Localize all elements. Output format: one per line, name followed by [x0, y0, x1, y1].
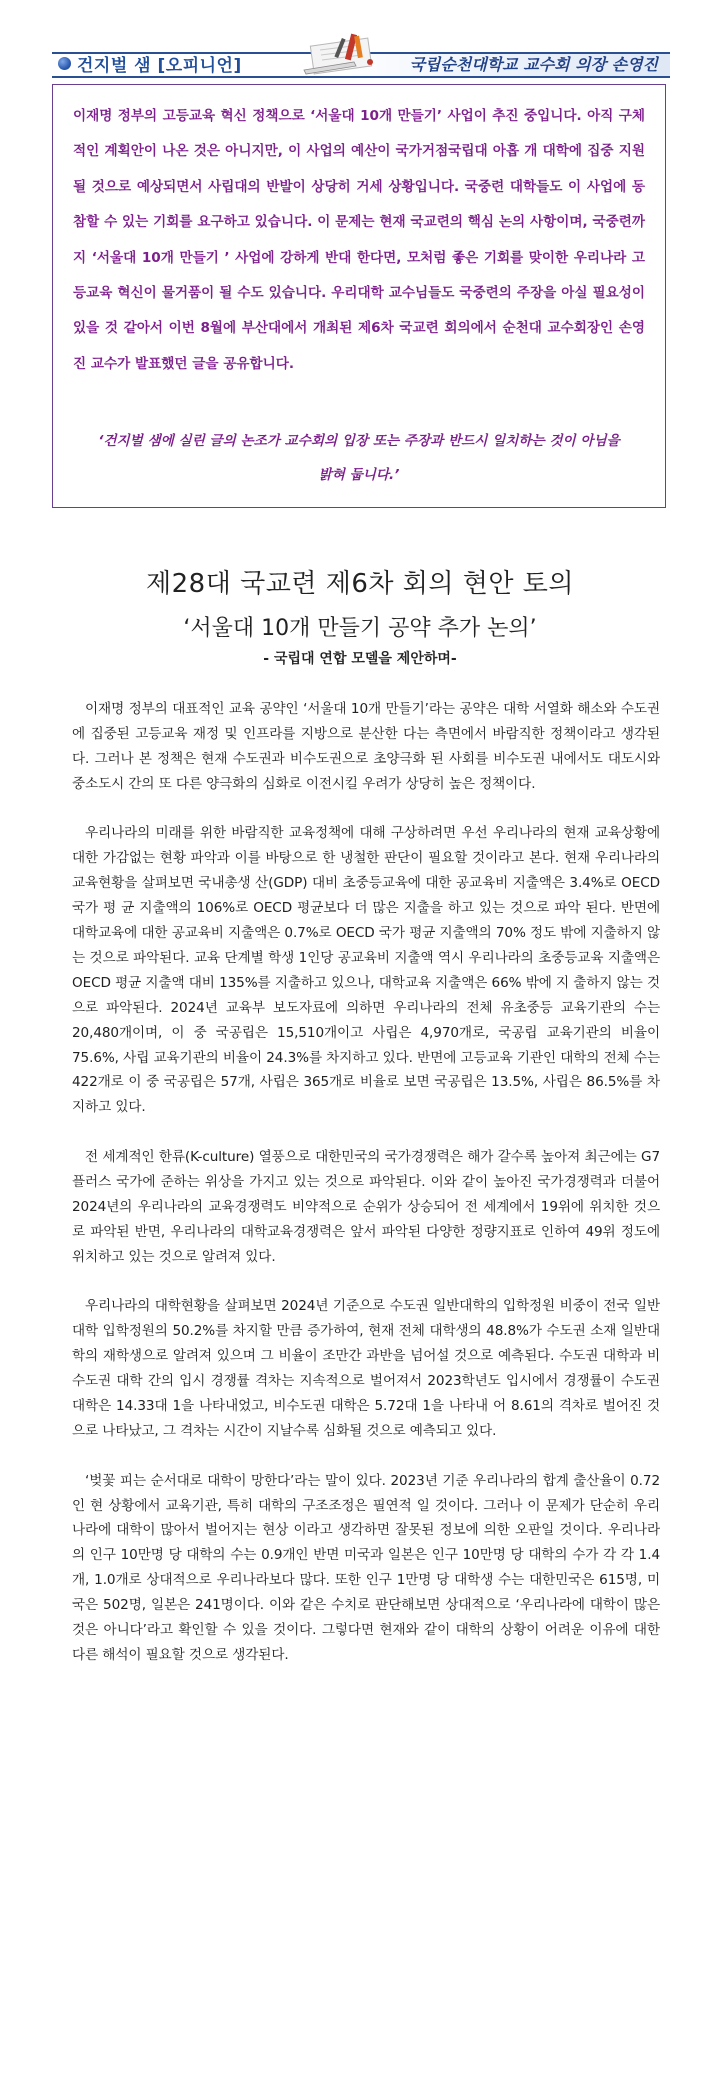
- disclaimer: ‘건지벌 샘에 실린 글의 논조가 교수회의 입장 또는 주장과 반드시 일치하는 것이 아님을 밝혀 둡니다.’: [98, 433, 620, 484]
- byline: 국립순천대학교 교수회 의장 손영진: [409, 55, 658, 74]
- bullet-icon: [58, 57, 71, 70]
- header-left: [58, 50, 242, 76]
- paragraph: 우리나라의 대학현황을 살펴보면 2024년 기준으로 수도권 일반대학의 입학정원 비중이 전국 일반대학 입학정원의 50.2%를 차지할 만큼 증가하여, 현재 전체 대학생의 48.8%가 수도권 소재 일반대학의 재학생으로 알려져 있으며 그 비율이 조만간 과반을 넘어설 것으로 예측된다. 수도권 대학과 비수도권 대학 간의 입시 경쟁률 격차는 지속적으로 벌어져서 2023학년도 입시에서 경쟁률이 수도권 대학은 14.33대 1을 나타내었고, 비수도권 대학은 5.72대 1을 나타내 어 8.61의 격차로 벌어진 것으로 나타났고, 그 격차는 시간이 지날수록 심화될 것으로 예측되고 있다.: [72, 1298, 660, 1439]
- intro-text: 이재명 정부의 고등교육 혁신 정책으로 ‘서울대 10개 만들기’ 사업이 추진 중입니다. 아직 구체적인 계획안이 나온 것은 아니지만, 이 사업의 예산이 국가거점국립대 아홉 개 대학에 집중 지원될 것으로 예상되면서 사립대의 반발이 상당히 거세 상황입니다. 국중련 대학들도 이 사업에 동참할 수 있는 기회를 요구하고 있습니다. 이 문제는 현재 국교련의 핵심 논의 사항이며, 국중련까지 ‘서울대 10개 만들기 ’ 사업에 강하게 반대 한다면, 모처럼 좋은 기회를 맞이한 우리나라 고등교육 혁신이 물거품이 될 수도 있습니다. 우리대학 교수님들도 국중련의 주장을 아실 필요성이 있을 것 같아서 이번 8월에 부산대에서 개최된 제6차 국교련 회의에서 순천대 교수회장인 손영진 교수가 발표했던 글을 공유합니다.: [73, 108, 645, 372]
- paragraph: ‘벚꽃 피는 순서대로 대학이 망한다’라는 말이 있다. 2023년 기준 우리나라의 합계 출산율이 0.72인 현 상황에서 교육기관, 특히 대학의 구조조정은 필연적 일 것이다. 그러나 이 문제가 단순히 우리나라에 대학이 많아서 벌어지는 현상 이라고 생각하면 잘못된 정보에 의한 오판일 것이다. 우리나라의 인구 10만명 당 대학의 수는 0.9개인 반면 미국과 일본은 인구 10만명 당 대학의 수가 각 각 1.4개, 1.0개로 상대적으로 우리나라보다 많다. 또한 인구 1만명 당 대학생 수는 대한민국은 615명, 미국은 502명, 일본은 241명이다. 이와 같은 수치로 판단해보면 상대적으로 ‘우리나라에 대학이 많은 것은 아니다’라고 확인할 수 있을 것이다. 그렇다면 현재와 같이 대학의 상황이 어려운 이유에 대한 다른 해석이 필요할 것으로 생각된다.: [72, 1472, 660, 1663]
- article-subtitle: ‘서울대 10개 만들기 공약 추가 논의’: [183, 616, 537, 641]
- pen-and-paper-icon: [294, 32, 404, 78]
- paragraph: 이재명 정부의 대표적인 교육 공약인 ‘서울대 10개 만들기’라는 공약은 대학 서열화 해소와 수도권에 집중된 고등교육 재정 및 인프라를 지방으로 분산한 다는 측면에서 바람직한 정책이라고 생각된다. 그러나 본 정책은 현재 수도권과 비수도권으로 초양극화 된 사회를 비수도권 내에서도 대도시와 중소도시 간의 또 다른 양극화의 심화로 이전시킬 우려가 상당히 높은 정책이다.: [72, 701, 660, 792]
- article-body: [72, 697, 660, 1693]
- paragraph: 우리나라의 미래를 위한 바람직한 교육정책에 대해 구상하려면 우선 우리나라의 현재 교육상황에 대한 가감없는 현황 파악과 이를 바탕으로 한 냉철한 판단이 필요할 것이라고 본다. 현재 우리나라의 교육현황을 살펴보면 국내총생 산(GDP) 대비 초중등교육에 대한 공교육비 지출액은 3.4%로 OECD 국가 평 균 지출액의 106%로 OECD 평균보다 더 많은 지출을 하고 있는 것으로 파악 된다. 반면에 대학교육에 대한 공교육비 지출액은 0.7%로 OECD 국가 평균 지출액의 70% 정도 밖에 지출하지 않는 것으로 파악된다. 교육 단계별 학생 1인당 공교육비 지출액 역시 우리나라의 초중등교육 지출액은 OECD 평균 지출액 대비 135%를 지출하고 있으나, 대학교육 지출액은 66% 밖에 지 출하지 않는 것으로 파악된다. 2024년 교육부 보도자료에 의하면 우리나라의 전체 유초중등 교육기관의 수는 20,480개이며, 이 중 국공립은 15,510개이고 사립은 4,970개로, 국공립 교육기관의 비율이 75.6%, 사립 교육기관의 비율이 24.3%를 차지하고 있다. 반면에 고등교육 기관인 대학의 전체 수는 422개로 이 중 국공립은 57개, 사립은 365개로 비율로 보면 국공립은 13.5%, 사립은 86.5%를 차지하고 있다.: [72, 825, 660, 1116]
- article-tagline: - 국립대 연합 모델을 제안하며-: [263, 651, 457, 667]
- paragraph: 전 세계적인 한류(K-culture) 열풍으로 대한민국의 국가경쟁력은 해가 갈수록 높아져 최근에는 G7 플러스 국가에 준하는 위상을 가지고 있는 것으로 파악된다. 이와 같이 높아진 국가경쟁력과 더불어 2024년의 우리나라의 교육경쟁력도 비약적으로 순위가 상승되어 전 세계에서 19위에 위치한 것으로 파악된 반면, 우리나라의 대학교육경쟁력은 앞서 파악된 다양한 정량지표로 인하여 49위 정도에 위치하고 있는 것으로 알려져 있다.: [72, 1149, 660, 1265]
- section-title: 건지벌 샘 [오피니언]: [77, 55, 242, 76]
- article-title: 제28대 국교련 제6차 회의 현안 토의: [146, 569, 574, 599]
- header-banner: [52, 46, 670, 80]
- intro-box: [52, 84, 666, 508]
